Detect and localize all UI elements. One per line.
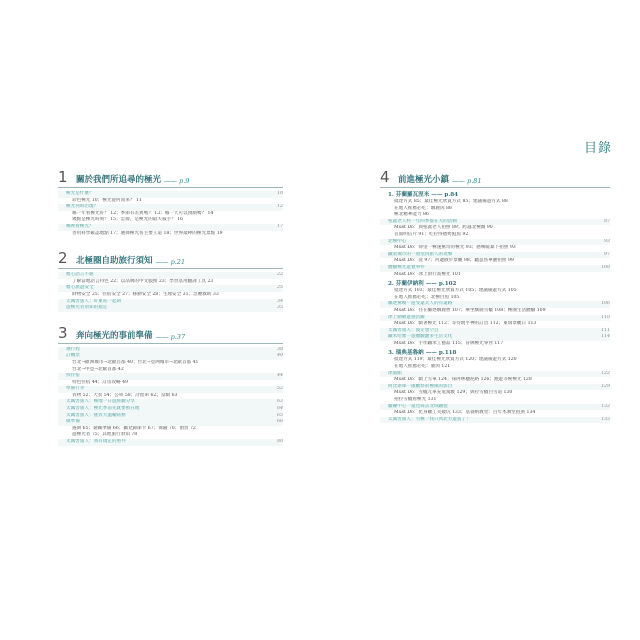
chapter-heading	[58, 251, 283, 269]
toc-subentry	[380, 377, 610, 384]
toc-entry-text: 拍拉雪橇看極光 131	[394, 397, 437, 403]
toc-entry-text: 哪裡看極光？	[66, 223, 94, 229]
toc-subentry	[380, 199, 610, 206]
toc-entry-text: 遊極光者須知的規定	[66, 305, 108, 311]
toc-entry-text: 哪一年看極光好？ 12；季節有差異嗎？ 13；哪一天可以預測嗎？ 14	[72, 210, 214, 216]
toc-entry	[380, 252, 610, 259]
toc-entry-text: 財物安全 25；住宿安全 27；移動安全 28；生理安全 31；急難救助 33	[72, 291, 219, 297]
chapter-page: —— p.21	[155, 258, 186, 267]
toc-entry-text: 特色住宿 44；訂房攻略 49	[72, 379, 128, 385]
toc-subentry	[380, 272, 610, 279]
toc-page-number: 12	[277, 204, 283, 210]
chapter-page: —— p.37	[155, 332, 186, 341]
toc-page-number: 10	[277, 191, 283, 196]
toc-entry	[58, 272, 283, 279]
toc-entry	[58, 347, 283, 354]
toc-entry-text: 在地人推薦必吃：鹿肉 121	[394, 364, 451, 370]
chapter-number: 2	[58, 249, 68, 268]
toc-page-number: 80	[277, 439, 283, 445]
toc-page-number: 35	[277, 305, 283, 311]
chapter-page: —— p.81	[452, 177, 482, 185]
toc-entry-text: 台北→歐洲城市→北歐首都 40；台北→亞洲城市→北歐首都 41	[72, 359, 199, 365]
toc-entry-text: Must Do：冰上滑行賞極光 101	[394, 271, 461, 277]
toc-entry-text: 準備行李	[66, 386, 85, 392]
toc-entry	[380, 417, 610, 424]
toc-entry-text: 冰上動動遊感活躍	[388, 314, 425, 320]
toc-subentry	[58, 231, 283, 238]
toc-entry-text: 首面明信片 91；吃拉得德烤鮭魚 92	[394, 231, 469, 237]
toc-subentry	[380, 321, 610, 328]
toc-entry	[58, 224, 283, 231]
toc-entry	[58, 399, 283, 406]
chapter-title: 北極圈自助旅行須知	[76, 256, 153, 267]
toc-entry-text: 幾點是極光時刻？ 15；雲層，是極光的最大殺手？ 16	[72, 217, 184, 223]
toc-entry-text: 抵達方式 119；最佳極光欣賞方式 120；建議備遊方式 120	[394, 357, 517, 363]
toc-entry	[380, 371, 610, 378]
toc-entry-text: 聖誕老人村一年四季都在大的活動	[388, 218, 457, 224]
toc-subentry	[58, 198, 283, 205]
toc-entry	[380, 301, 610, 308]
toc-subentry	[58, 432, 283, 439]
toc-entry-text: 體驗極光遊覽事件	[388, 264, 425, 270]
toc-subentry	[380, 410, 610, 417]
chapter-heading	[380, 170, 610, 188]
toc-entry-text: 太厲害旅人：我有規定的照井	[66, 439, 126, 445]
chapter-block	[58, 323, 283, 446]
toc-page-number: 135	[601, 416, 610, 422]
toc-entry-text: 選行程	[66, 346, 80, 352]
toc-page-number: 44	[277, 373, 283, 379]
toc-subentry	[58, 426, 283, 433]
toc-entry-text: 鐵米哈雅一遊體驗瀝多生活文化	[388, 334, 453, 340]
toc-entry	[58, 419, 283, 426]
toc-entry	[58, 191, 283, 198]
chapter-title: 關於我們所追尋的極光	[76, 175, 162, 185]
chapter-number: 1	[58, 168, 68, 186]
toc-entry-text: 訂機票	[66, 353, 80, 359]
toc-subentry	[58, 360, 283, 367]
toc-entry-text: 極光是什麼？	[66, 191, 94, 196]
toc-subentry	[58, 292, 283, 299]
toc-subentry	[380, 288, 610, 295]
toc-entry-text: 阿比斯庫一處觀察的極限的影白	[388, 383, 453, 389]
toc-entry-text: 太厲害旅人：挑衣大溫輸寫務	[66, 412, 126, 418]
toc-entry-text: 極北精華能力 86	[394, 212, 429, 218]
toc-entry-text: 在地人推薦必吃：北極白魚 105	[394, 294, 460, 300]
toc-subentry	[58, 380, 283, 387]
chapter-heading	[58, 323, 283, 344]
toc-entry-text: 太厲害旅人：極光季前先就要被在地	[66, 406, 140, 412]
toc-page-number: 17	[277, 223, 283, 229]
toc-subentry	[380, 232, 610, 239]
toc-entry-text: 驗礦中心一遠也探訪北域鐵製	[388, 403, 448, 409]
chapter-title: 奔向極光的事前準備	[76, 330, 153, 341]
toc-entry-text: 極光何時出現？	[66, 204, 99, 210]
toc-entry-text: 太厲害旅人：極地一日遊經驗分享	[66, 399, 135, 405]
toc-page-number: 93	[604, 238, 610, 244]
toc-entry	[380, 328, 610, 335]
toc-entry-text: 遊極光者 75；其他旅行須知 78	[72, 432, 138, 438]
chapter-title: 前進極光小鎮	[398, 175, 450, 185]
chapter-number: 4	[380, 168, 390, 186]
toc-page-number: 63	[277, 399, 283, 405]
toc-page-number: 34	[277, 298, 283, 304]
toc-entry-text: 找住宿	[66, 373, 80, 379]
toc-entry	[58, 406, 283, 413]
toc-page-number: 22	[277, 272, 283, 278]
toc-entry	[380, 219, 610, 226]
toc-entry-text: 台北→中亞→北歐首都 42	[72, 366, 124, 372]
toc-entry-text: 遇期 65；通關準備 66；攝兌卸節卡 67；保險 70；預習 72	[72, 425, 196, 431]
toc-entry-text: Must Do：化身礦工笑破坑 133；基魯納教堂：百年木教堂拍照 134	[394, 410, 536, 416]
toc-subentry	[380, 364, 610, 371]
toc-page-number: 40	[277, 353, 283, 359]
toc-entry-text: 太厲害旅人：波定想空自	[388, 327, 439, 333]
toc-entry	[380, 265, 610, 272]
chapter-block	[380, 170, 610, 423]
toc-entry	[380, 334, 610, 341]
toc-subentry	[380, 341, 610, 348]
toc-entry-text: Must Do：騎上雪車 124；探阿林穗泥路 126；跑遊等候極光 128	[394, 377, 532, 383]
toc-entry-text: 驅逐驚喚一遊受遠太人的有遠路	[388, 301, 453, 307]
toc-subentry	[380, 357, 610, 364]
toc-entry-text: 鐵架城市的一週望四旅人的攻擊	[388, 251, 453, 257]
toc-subentry	[58, 393, 283, 400]
toc-entry	[58, 299, 283, 306]
toc-entry-text: 善用科學確認地點 17；選擇極光客主要王道 18；世界最棒的極光景點 19	[72, 230, 223, 236]
toc-page-number: 65	[277, 412, 283, 418]
section-heading: 1. 芬蘭羅瓦涅米 —— p.84	[388, 192, 459, 198]
toc-page-number: 64	[277, 406, 283, 412]
toc-entry-text: Must Do：與聖誕老人拍照 89；跨越北極圈 90	[394, 225, 493, 231]
chapter-block	[58, 170, 283, 237]
toc-entry-text: Must Do：手作鐵米工藝品 115；冒牌極光零食 117	[394, 340, 504, 346]
toc-entry	[58, 285, 283, 292]
toc-entry-text: 抵達方式 85；最佳極光欣賞方式 85；建議備遊方式 88	[394, 199, 508, 204]
toc-entry-text: 太厲害旅人：雪極一我只到北方遊賞了！	[388, 416, 471, 422]
toc-subentry	[380, 206, 610, 213]
toc-subentry	[58, 367, 283, 374]
toc-page-number: 87	[604, 218, 610, 224]
toc-subentry	[380, 225, 610, 232]
toc-entry	[58, 353, 283, 360]
toc-page-number: 25	[277, 285, 283, 291]
toc-entry	[380, 239, 610, 246]
toc-entry	[58, 305, 283, 312]
toc-entry-text: Must Do：住在驅逐馴鹿營 107；乘坐馴鹿雪橇 108；極圈生活體驗 109	[394, 307, 546, 313]
toc-entry-text: 彩色極光 10；極光從何而來？ 11	[72, 197, 142, 203]
section-heading: 2. 芬蘭伊納利 —— p.102	[388, 281, 457, 288]
page-title: 目錄	[583, 141, 612, 156]
toc-subentry	[58, 211, 283, 218]
toc-page-number: 122	[601, 370, 610, 376]
toc-left-column	[58, 170, 283, 454]
toc-entry	[380, 315, 610, 322]
toc-entry	[58, 373, 283, 380]
toc-entry-text: 北極中心	[388, 238, 407, 244]
toc-page-number: 129	[601, 383, 610, 389]
toc-subentry	[58, 217, 283, 224]
toc-entry-text: 了解當地語言特色 22；以品牌的中文服務 23；學習基用翻譯工具 23	[72, 278, 214, 284]
toc-page-number: 38	[277, 346, 283, 352]
toc-page-number: 111	[601, 327, 610, 333]
toc-entry-text: Must Do：騎著極光 112；等待琥平神的訂出 112；東瑞景觀日 113	[394, 321, 537, 327]
toc-entry	[58, 386, 283, 393]
toc-entry-text: 做準備	[66, 419, 80, 425]
toc-entry-text: 擔心旅遊安全	[66, 285, 94, 291]
toc-entry-text: 抵達方式 103；最佳極光欣賞方式 105；建議備遊方式 105	[394, 288, 517, 294]
toc-page-number: 66	[277, 419, 283, 425]
toc-entry-text: 擔心語言不通	[66, 272, 94, 278]
toc-entry-text: Must Do：洗 97；河邊散步景觀 98；聽慧鳥華麗拍照 99	[394, 258, 514, 264]
toc-page-number: 106	[601, 301, 610, 307]
toc-subentry	[380, 397, 610, 404]
toc-page-number: 100	[601, 264, 610, 270]
toc-entry	[380, 384, 610, 391]
toc-subentry	[380, 390, 610, 397]
chapter-heading	[58, 170, 283, 188]
toc-page-number: 114	[601, 334, 610, 340]
toc-entry	[58, 413, 283, 420]
toc-subentry	[380, 212, 610, 219]
chapter-block	[58, 251, 283, 312]
chapter-page: —— p.9	[164, 177, 190, 185]
toc-right-column	[380, 170, 610, 431]
toc-entry-text: 太厲害旅人：好東站一起研	[66, 298, 122, 304]
toc-entry	[58, 439, 283, 446]
toc-page-number: 97	[604, 251, 610, 257]
toc-page-number: 110	[601, 314, 610, 320]
section-heading: 3. 瑞典基魯納 —— p.118	[388, 350, 457, 357]
toc-entry-text: Must Do：雪橇元車充電駕駛 129；與拉雪橇白雪道 130	[394, 390, 513, 396]
toc-entry-text: 在地人推薦必吃：馴鹿肉 88	[394, 205, 452, 211]
toc-subentry	[380, 258, 610, 265]
chapter-number: 3	[58, 323, 68, 342]
toc-entry	[58, 204, 283, 211]
toc-entry-text: 衣物 52；大衣 54；公車 58；計程車 62；當騎 63	[72, 392, 178, 398]
toc-entry	[380, 404, 610, 411]
toc-page-number: 132	[601, 403, 610, 409]
toc-subentry	[380, 245, 610, 252]
toc-subentry	[58, 279, 283, 286]
toc-subentry	[380, 295, 610, 302]
toc-entry-text: Must Do：仰望一極速驚奇的極光 93；感嘆暖暴下拍照 93	[394, 245, 516, 251]
toc-subentry	[380, 308, 610, 315]
toc-page-number: 52	[277, 386, 283, 392]
toc-entry-text: 冰旅館	[388, 370, 402, 376]
